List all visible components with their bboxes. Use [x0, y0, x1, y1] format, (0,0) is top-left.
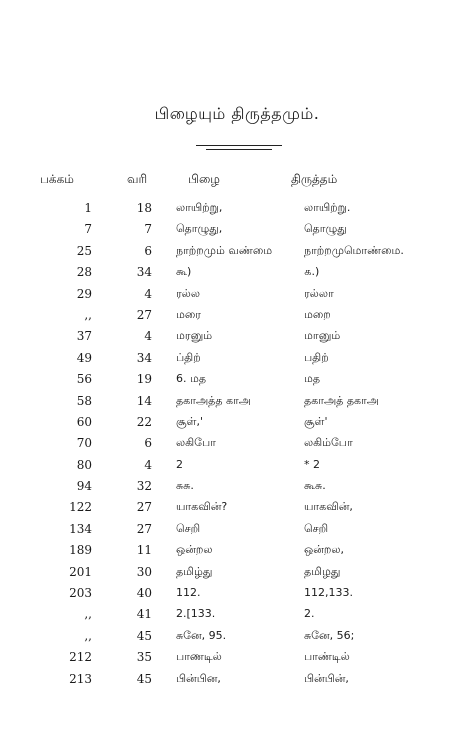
cell-error: ரல்ல: [176, 286, 200, 300]
cell-page: 58: [76, 393, 92, 408]
cell-line: 6: [144, 436, 152, 451]
cell-error: ஒன்றல: [176, 543, 213, 557]
cell-error: லகிபோ: [176, 436, 216, 450]
table-row: [0, 287, 474, 308]
cell-correction: தகாஅத் தகாஅ: [304, 393, 380, 407]
cell-correction: தமிழது: [304, 564, 341, 578]
cell-page: 1: [84, 201, 92, 215]
cell-error: 112.: [176, 586, 201, 600]
cell-line: 11: [136, 543, 152, 558]
cell-page: 212: [69, 650, 92, 665]
cell-error: சுசு.: [176, 479, 194, 493]
cell-correction: ஒன்றல,: [304, 543, 344, 557]
cell-correction: லாயிற்று.: [304, 201, 351, 214]
cell-line: 30: [136, 564, 152, 579]
cell-correction: பதிற்: [304, 350, 329, 364]
cell-error: லாயிற்று,: [176, 201, 223, 214]
cell-page: 25: [76, 243, 92, 258]
table-row: [0, 522, 474, 543]
cell-page: ,,: [84, 607, 92, 622]
table-row: [0, 415, 474, 436]
cell-line: 27: [136, 521, 152, 536]
cell-correction: 112,133.: [304, 586, 353, 600]
title-rule-lower: [206, 149, 272, 150]
cell-page: 213: [69, 671, 92, 686]
table-row: [0, 565, 474, 586]
cell-page: 56: [76, 372, 92, 387]
cell-page: 29: [76, 286, 92, 301]
cell-line: 35: [136, 650, 152, 665]
table-row: [0, 586, 474, 607]
page-title: பிழையும் திருத்தமும்.: [154, 104, 320, 123]
cell-page: 60: [76, 414, 92, 429]
cell-error: சுனே, 95.: [176, 628, 227, 642]
cell-error: ப்திற்: [176, 350, 201, 364]
table-row: [0, 222, 474, 243]
cell-correction: மறை: [304, 307, 331, 321]
table-row: [0, 436, 474, 457]
cell-line: 34: [136, 265, 152, 280]
errata-table: [0, 201, 474, 693]
cell-correction: கூசு.: [304, 479, 326, 493]
cell-error: 2.[133.: [176, 607, 216, 621]
cell-page: 37: [76, 329, 92, 344]
cell-line: 40: [136, 586, 152, 601]
cell-line: 27: [136, 500, 152, 515]
cell-correction: ௧.): [304, 265, 320, 279]
table-row: [0, 500, 474, 521]
cell-line: 4: [144, 329, 152, 344]
cell-line: 22: [136, 414, 152, 429]
header-correction: திருத்தம்: [291, 172, 338, 186]
table-row: [0, 329, 474, 350]
table-row: [0, 308, 474, 329]
cell-correction: செறி: [304, 521, 329, 535]
cell-correction: நாற்றமுமொண்மை.: [304, 243, 404, 257]
cell-line: 4: [144, 286, 152, 301]
title-rule: [196, 145, 282, 146]
table-row: [0, 543, 474, 564]
cell-error: 6. மத: [176, 372, 207, 386]
cell-error: மரை: [176, 307, 201, 321]
cell-error: மரனும்: [176, 329, 213, 343]
cell-line: 34: [136, 350, 152, 365]
cell-page: 28: [76, 265, 92, 280]
cell-page: 70: [76, 436, 92, 451]
header-line: வரி: [127, 172, 148, 186]
header-error: பிழை: [188, 172, 220, 186]
cell-correction: 2.: [304, 607, 315, 621]
cell-page: 189: [69, 543, 92, 558]
cell-correction: சூள்': [304, 414, 328, 428]
cell-correction: பாண்டில்: [304, 650, 350, 664]
cell-line: 45: [136, 628, 152, 643]
cell-correction: யாகவின்,: [304, 500, 353, 514]
cell-line: 18: [136, 201, 152, 215]
cell-correction: * 2: [304, 457, 320, 471]
cell-line: 7: [144, 222, 152, 237]
cell-correction: லகிம்போ: [304, 436, 353, 450]
cell-page: 94: [76, 479, 92, 494]
table-row: [0, 650, 474, 671]
cell-error: தொழுது,: [176, 222, 223, 236]
table-row: [0, 244, 474, 265]
table-row: [0, 201, 474, 222]
cell-page: 122: [69, 500, 92, 515]
cell-error: நாற்றமும் வண்மை: [176, 243, 273, 257]
cell-error: கூ): [176, 265, 192, 279]
cell-page: 80: [76, 457, 92, 472]
table-row: [0, 351, 474, 372]
cell-page: ,,: [84, 307, 92, 322]
table-row: [0, 458, 474, 479]
cell-line: 45: [136, 671, 152, 686]
cell-page: 203: [69, 586, 92, 601]
cell-error: சூள்,': [176, 414, 203, 428]
cell-correction: தொழுது: [304, 222, 347, 236]
cell-error: பாணடில்: [176, 650, 222, 664]
cell-line: 32: [136, 479, 152, 494]
cell-correction: ரல்லா: [304, 286, 334, 300]
cell-page: 201: [69, 564, 92, 579]
cell-correction: சுனே, 56;: [304, 628, 355, 642]
cell-error: 2: [176, 457, 183, 471]
cell-correction: மத: [304, 372, 321, 386]
table-row: [0, 265, 474, 286]
table-row: [0, 394, 474, 415]
table-row: [0, 607, 474, 628]
table-row: [0, 672, 474, 693]
cell-page: 49: [76, 350, 92, 365]
cell-error: பின்பின,: [176, 671, 221, 685]
cell-error: செறி: [176, 521, 201, 535]
cell-error: தகாஅத்த காஅ: [176, 393, 252, 407]
cell-line: 6: [144, 243, 152, 258]
cell-line: 4: [144, 457, 152, 472]
cell-error: யாகவின்?: [176, 500, 228, 514]
header-page: பக்கம்: [40, 172, 74, 186]
cell-line: 41: [136, 607, 152, 622]
table-row: [0, 479, 474, 500]
cell-line: 19: [136, 372, 152, 387]
table-row: [0, 629, 474, 650]
cell-line: 14: [136, 393, 152, 408]
cell-page: ,,: [84, 628, 92, 643]
cell-line: 27: [136, 307, 152, 322]
table-row: [0, 372, 474, 393]
cell-page: 134: [69, 521, 92, 536]
cell-error: தமிழ்து: [176, 564, 213, 578]
cell-page: 7: [84, 222, 92, 237]
cell-correction: பின்பின்,: [304, 671, 349, 685]
cell-correction: மானும்: [304, 329, 341, 343]
